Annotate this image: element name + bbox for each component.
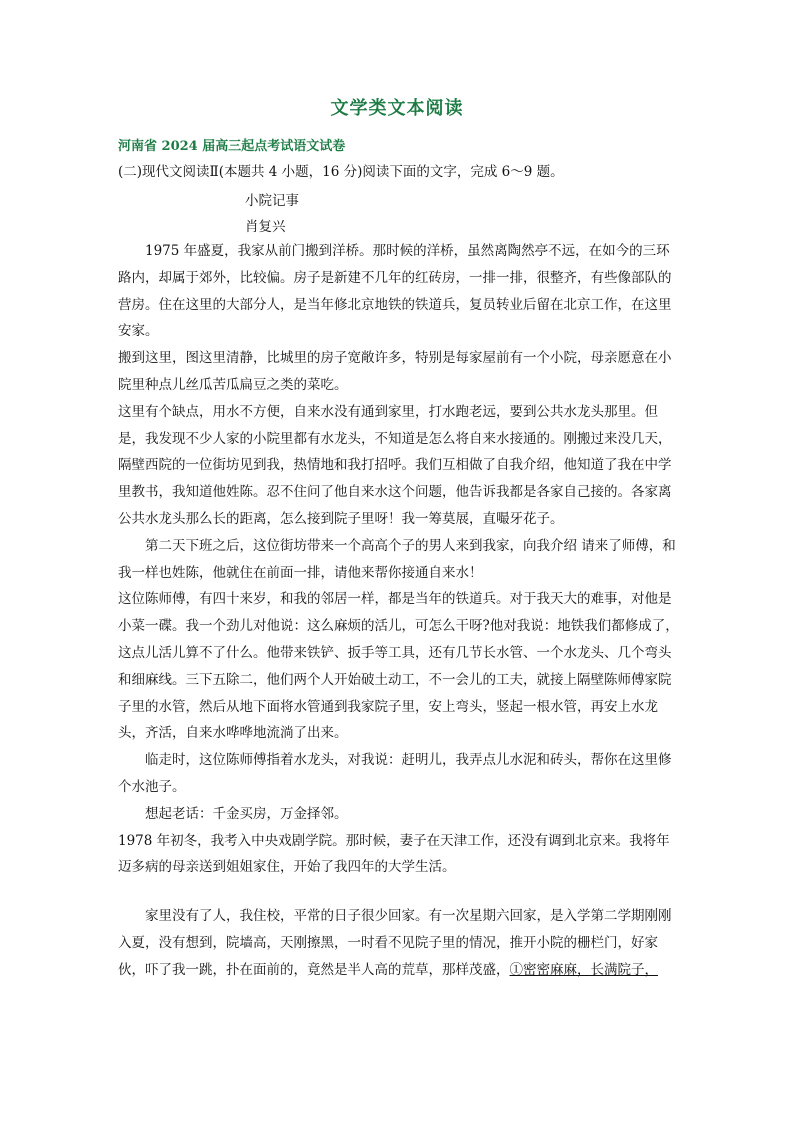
exam-source: 河南省 2024 届高三起点考试语文试卷 (118, 139, 346, 154)
paragraph-9 (118, 903, 680, 983)
paragraph-gap (118, 881, 680, 903)
paragraph-9-text: 家里没有了人，我住校，平常的日子很少回家。有一次星期六回家，是入学第二学期刚刚入夏，没有想到，院墙高，天刚擦黑，一时看不见院子里的情况，推开小院的栅栏门，好家伙，吓了我一跳，扑在面前的，竟然是半人高的荒草，那样茂盛， (118, 908, 672, 978)
story-body (118, 238, 680, 984)
question-instruction: (二)现代文阅读Ⅱ(本题共 4 小题，16 分)阅读下面的文字，完成 6～9 题。 (118, 164, 564, 180)
story-author: 肖复兴 (245, 219, 286, 235)
underlined-sentence-1: ①密密麻麻，长满院子， (509, 961, 658, 978)
paragraph-6: 临走时，这位陈师傅指着水龙头，对我说：赶明儿，我弄点儿水泥和砖头，帮你在这里修个水池子。 (118, 752, 672, 795)
paragraph-2: 搬到这里，图这里清静，比城里的房子宽敞许多，特别是每家屋前有一个小院，母亲愿意在小院里种点儿丝瓜苦瓜扁豆之类的菜吃。 (118, 350, 672, 393)
story-title: 小院记事 (245, 193, 299, 209)
paragraph-1: 1975 年盛夏，我家从前门搬到洋桥。那时候的洋桥，虽然离陶然亭不远，在如今的三环路内，却属于郊外，比较偏。房子是新建不几年的红砖房，一排一排，很整齐，有些像部队的营房。住在这里的大部分人，是当年修北京地铁的铁道兵，复员转业后留在北京工作，在这里安家。 (118, 243, 672, 340)
paragraph-3: 这里有个缺点，用水不方便，自来水没有通到家里，打水跑老远，要到公共水龙头那里。但是，我发现不少人家的小院里都有水龙头，不知道是怎么将自来水接通的。刚搬过来没几天，隔壁西院的一位街坊见到我，热情地和我打招呼。我们互相做了自我介绍，他知道了我在中学里教书，我知道他姓陈。忍不住问了他自来水这个问题，他告诉我都是各家自己接的。各家离公共水龙头那么长的距离，怎么接到院子里呀！我一筹莫展，直嘬牙花子。 (118, 403, 672, 527)
page-title: 文学类文本阅读 (330, 98, 464, 119)
paragraph-4: 第二天下班之后，这位街坊带来一个高高个子的男人来到我家，向我介绍 请来了师傅，和我一样也姓陈，他就住在前面一排，请他来帮你接通自来水！ (118, 537, 676, 581)
paragraph-8: 1978 年初冬，我考入中央戏剧学院。那时候，妻子在天津工作，还没有调到北京来。我将年迈多病的母亲送到姐姐家住，开始了我四年的大学生活。 (118, 832, 670, 876)
paragraph-5: 这位陈师傅，有四十来岁，和我的邻居一样，都是当年的铁道兵。对于我天大的难事，对他是小菜一碟。我一个劲儿对他说：这么麻烦的活儿，可怎么干呀?他对我说：地铁我们都修成了，这点儿活儿算不了什么。他带来铁铲、扳手等工具，还有几节长水管、一个水龙头、几个弯头和细麻线。三下五除二，他们两个人开始破土动工，不一会儿的工夫，就接上隔壁陈师傅家院子里的水管，然后从地下面将水管通到我家院子里，安上弯头，竖起一根水管，再安上水龙头，齐活，自来水哗哗地流淌了出来。 (118, 591, 679, 742)
paragraph-7: 想起老话：千金买房，万金择邻。 (145, 805, 348, 822)
